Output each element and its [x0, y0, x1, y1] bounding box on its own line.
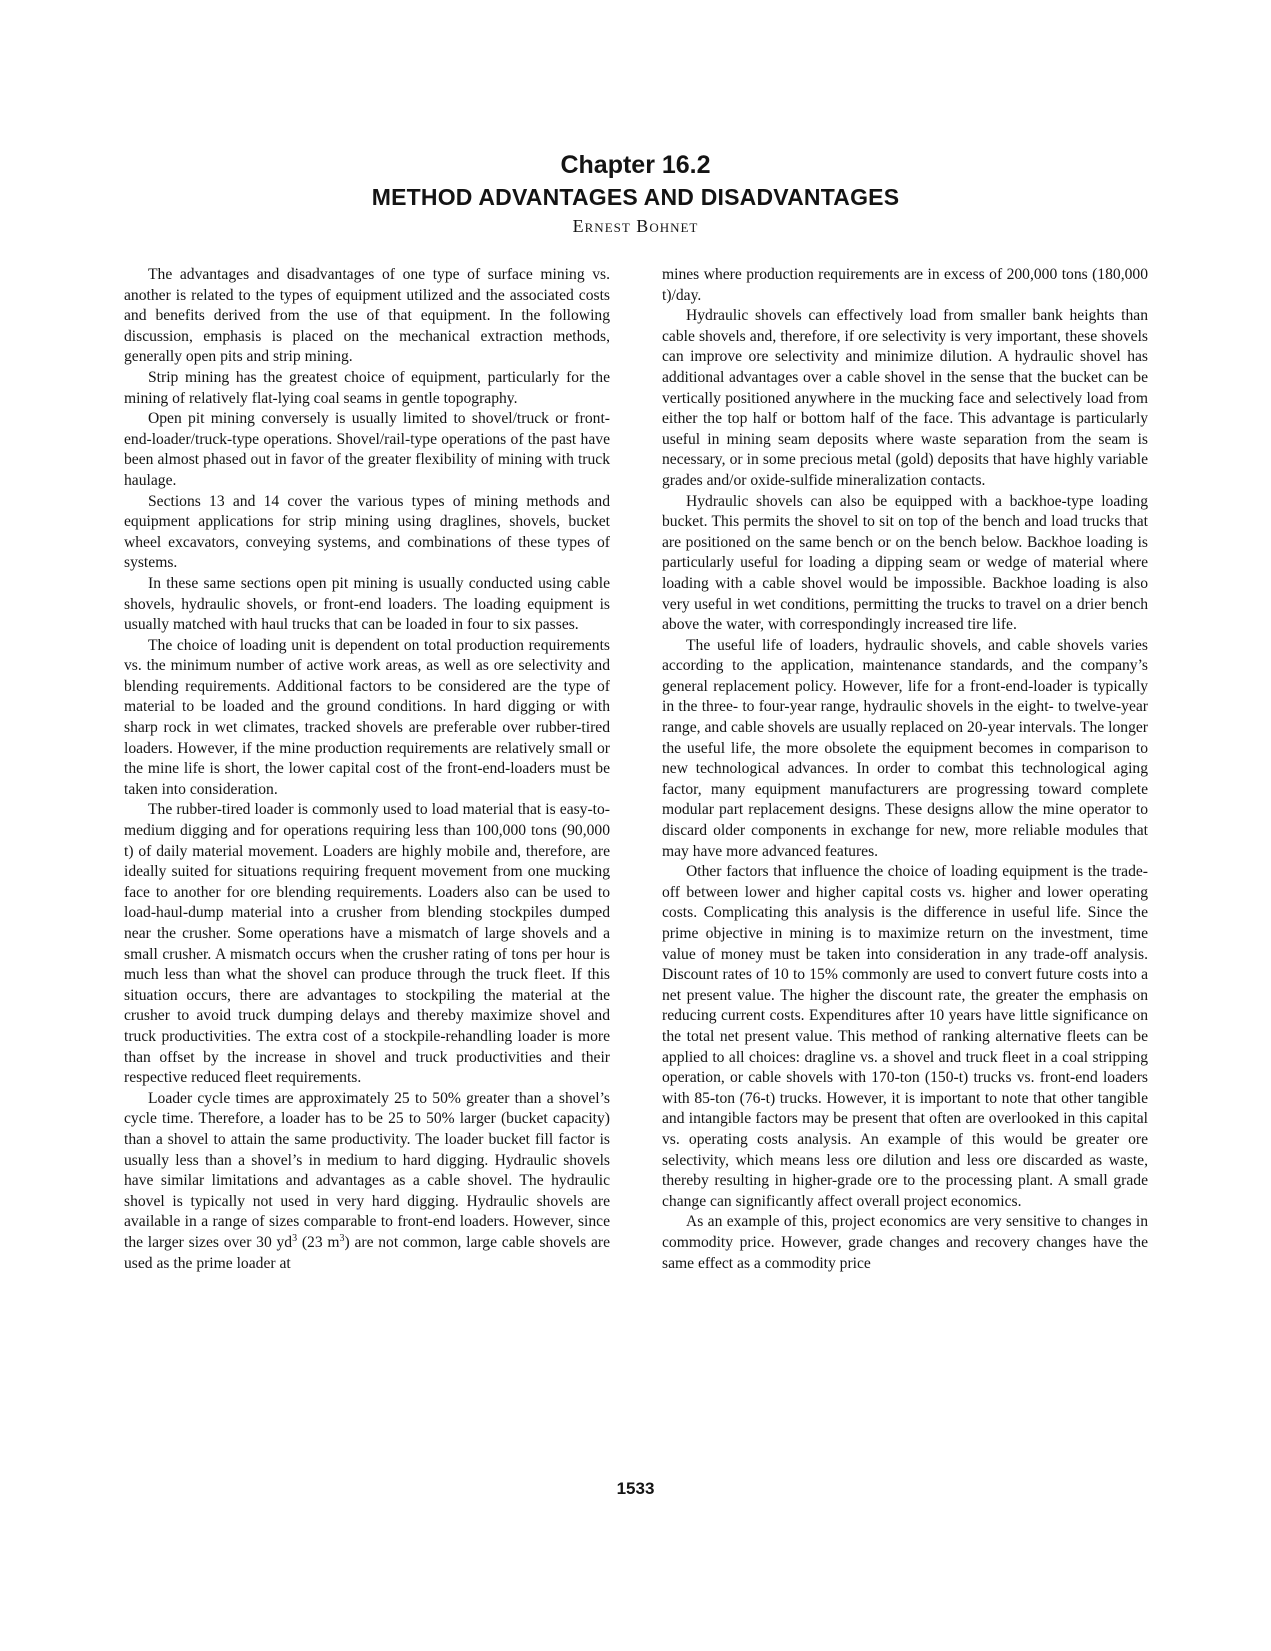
paragraph: The useful life of loaders, hydraulic shovels, and cable shovels varies according to the application, maintenance standards, and the company’s general replacement policy. However, life for a front-end-loader is typically in the three- to four-year range, hydraulic shovels in the eight- to twelve-year range, and cable shovels are usually replaced on 20-year intervals. The longer the useful life, the more obsolete the equipment becomes in comparison to new technological advances. In order to combat this technological aging factor, many equipment manufacturers are progressing toward complete modular part replacement designs. These designs allow the mine operator to discard older components in exchange for new, more reliable modules that may have more advanced features.	[662, 636, 1148, 860]
right-column	[662, 265, 1148, 1274]
paragraph: Sections 13 and 14 cover the various types of mining methods and equipment applications for strip mining using draglines, shovels, bucket wheel excavators, conveying systems, and combinations of these types of systems.	[124, 492, 610, 572]
page-number: 1533	[616, 1479, 655, 1498]
paragraph: Hydraulic shovels can effectively load from smaller bank heights than cable shovels and, therefore, if ore selectivity is very important, these shovels can improve ore selectivity and minimize dilution. A hydraulic shovel has additional advantages over a cable shovel in the sense that the bucket can be vertically positioned anywhere in the mucking face and selectively load from either the top half or bottom half of the face. This advantage is particularly useful in mining seam deposits where waste separation from the seam is necessary, or in some precious metal (gold) deposits that have highly variable grades and/or oxide-sulfide mineralization contacts.	[662, 307, 1148, 489]
superscript: 3	[292, 1232, 298, 1244]
paragraph: Open pit mining conversely is usually limited to shovel/truck or front-end-loader/truck-type operations. Shovel/rail-type operations of the past have been almost phased out in favor of the greater flexibility of mining with truck haulage.	[124, 410, 610, 489]
paragraph: Strip mining has the greatest choice of equipment, particularly for the mining of relatively flat-lying coal seams in gentle topography.	[124, 368, 610, 407]
chapter-title: METHOD ADVANTAGES AND DISADVANTAGES	[371, 184, 900, 210]
paragraph: As an example of this, project economics are very sensitive to changes in commodity price. However, grade changes and recovery changes have the same effect as a commodity price	[662, 1213, 1148, 1272]
paragraph: In these same sections open pit mining is usually conducted using cable shovels, hydraulic shovels, or front-end loaders. The loading equipment is usually matched with haul trucks that can be loaded in four to six passes.	[124, 574, 610, 634]
paragraph: The advantages and disadvantages of one type of surface mining vs. another is related to the types of equipment utilized and the associated costs and benefits derived from the use of that equipment. In the following discussion, emphasis is placed on the mechanical extraction methods, generally open pits and strip mining.	[124, 266, 610, 366]
chapter-number: Chapter 16.2	[560, 151, 711, 179]
left-column	[124, 265, 610, 1274]
paragraph: The rubber-tired loader is commonly used to load material that is easy-to-medium digging and for operations requiring less than 100,000 tons (90,000 t) of daily material movement. Loaders are highly mobile and, therefore, are ideally suited for situations requiring frequent movement from one mucking face to another for ore blending requirements. Loaders also can be used to load-haul-dump material into a crusher from blending stockpiles dumped near the crusher. Some operations have a mismatch of large shovels and a small crusher. A mismatch occurs when the crusher rating of tons per hour is much less than what the shovel can produce through the truck fleet. If this situation occurs, there are advantages to stockpiling the material at the crusher to avoid truck dumping delays and thereby maximize shovel and truck productivities. The extra cost of a stockpile-rehandling loader is more than offset by the increase in shovel and truck productivities and their respective reduced fleet requirements.	[124, 801, 610, 1087]
paragraph-text: Loader cycle times are approximately 25 to 50% greater than a shovel’s cycle time. Therefore, a loader has to be 25 to 50% larger (bucket capacity) than a shovel to attain the same productivity. The loader bucket fill factor is usually less than a shovel’s in medium to hard digging. Hydraulic shovels have similar limitations and advantages as a cable shovel. The hydraulic shovel is typically not used in very hard digging. Hydraulic shovels are available in a range of sizes comparable to front-end loaders. However, since the larger sizes over 30 yd	[124, 1089, 610, 1251]
paragraph: The choice of loading unit is dependent on total production requirements vs. the minimum number of active work areas, as well as ore selectivity and blending requirements. Additional factors to be considered are the type of material to be loaded and the ground conditions. In hard digging or with sharp rock in wet climates, tracked shovels are preferable over rubber-tired loaders. However, if the mine production requirements are relatively small or the mine life is short, the lower capital cost of the front-end-loaders must be taken into consideration.	[124, 636, 610, 798]
paragraph-continuation: mines where production requirements are in excess of 200,000 tons (180,000 t)/day.	[662, 266, 1148, 304]
superscript: 3	[339, 1232, 345, 1244]
chapter-header	[0, 150, 1271, 238]
author-name: Ernest Bohnet	[572, 216, 699, 236]
paragraph: Other factors that influence the choice of loading equipment is the trade-off between lower and higher capital costs vs. higher and lower operating costs. Complicating this analysis is the difference in useful life. Since the prime objective in mining is to maximize return on the investment, time value of money must be taken into consideration in any trade-off analysis. Discount rates of 10 to 15% commonly are used to convert future costs into a net present value. The higher the discount rate, the greater the emphasis on reducing current costs. Expenditures after 10 years have little significance on the total net present value. This method of ranking alternative fleets can be applied to all choices: dragline vs. a shovel and truck fleet in a coal stripping operation, or cable shovels with 170-ton (150-t) trucks vs. front-end loaders with 85-ton (76-t) trucks. However, it is important to note that other tangible and intangible factors may be present that often are overlooked in this capital vs. operating costs analysis. An example of this would be greater ore selectivity, which means less ore dilution and less ore discarded as waste, thereby resulting in higher-grade ore to the processing plant. A small grade change can significantly affect overall project economics.	[662, 863, 1148, 1210]
paragraph: Hydraulic shovels can also be equipped with a backhoe-type loading bucket. This permits the shovel to sit on top of the bench and load trucks that are positioned on the same bench or on the bench below. Backhoe loading is particularly useful for loading a dipping seam or wedge of material where loading with a cable shovel would be impossible. Backhoe loading is also very useful in wet conditions, permitting the trucks to travel on a drier bench above the water, with correspondingly increased tire life.	[662, 492, 1148, 634]
paragraph-with-units	[124, 1089, 610, 1274]
paragraph-text: (23 m	[297, 1233, 340, 1251]
paragraph-text: ) are not common, large cable shovels are used as the prime loader at	[124, 1233, 610, 1272]
